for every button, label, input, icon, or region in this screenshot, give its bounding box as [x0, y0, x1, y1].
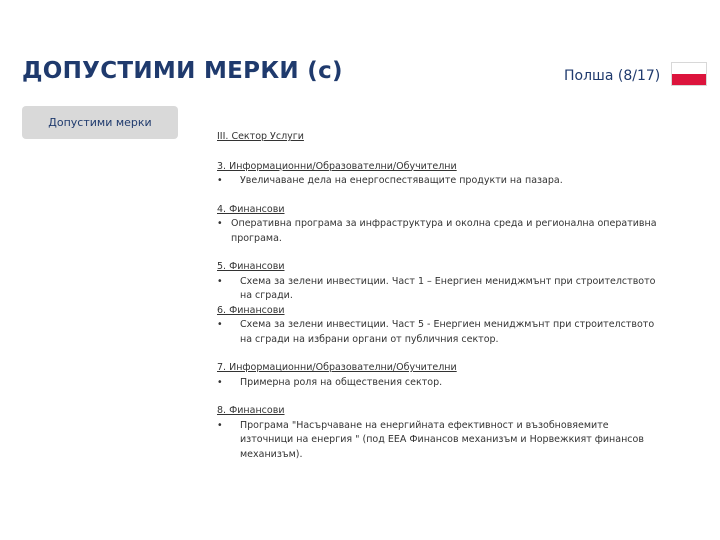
measure-bullet [217, 275, 657, 304]
measure-bullet [217, 419, 657, 463]
measure-category: 4. Финансови [217, 203, 285, 215]
section-heading: III. Сектор Услуги [217, 131, 304, 142]
bullet-icon: • [217, 376, 223, 388]
measure-text: Схема за зелени инвестиции. Част 1 – Енергиен мениджмънт при строителството на сгради. [240, 275, 656, 301]
measure-item [217, 404, 657, 462]
measure-item [217, 160, 657, 189]
bullet-icon: • [217, 175, 223, 186]
measure-text: Оперативна програма за инфраструктура и околна среда и регионална оперативна програма. [231, 218, 657, 244]
measure-item [217, 304, 657, 348]
measure-text: Програма "Насърчаване на енергийната ефективност и възобновяемите източници на енергия " (под ЕЕА Финансов механизъм и Норвежкият финансов механизъм). [240, 419, 644, 460]
sidebar-tab-eligible-measures[interactable] [22, 106, 178, 139]
measure-item [217, 361, 657, 390]
bullet-icon: • [217, 275, 223, 287]
measure-bullet [217, 217, 657, 246]
country-label: Полша (8/17) [564, 68, 661, 84]
measure-category: 7. Информационни/Образователни/Обучителни [217, 362, 457, 373]
measure-text: Схема за зелени инвестиции. Част 5 - Енергиен мениджмънт при строителството на сгради на избрани органи от публичния сектор. [240, 319, 655, 345]
measure-item [217, 203, 657, 247]
bullet-icon: • [217, 319, 223, 330]
measure-text: Увеличаване дела на енергоспестяващите продукти на пазара. [240, 175, 563, 186]
measure-text: Примерна роля на обществения сектор. [240, 376, 443, 388]
measure-bullet [217, 376, 657, 391]
measure-category: 8. Финансови [217, 405, 285, 416]
bullet-icon: • [217, 419, 223, 431]
bullet-icon: • [217, 218, 223, 229]
measure-bullet [217, 318, 657, 347]
flag-white-stripe [672, 63, 706, 74]
measure-category: 3. Информационни/Образователни/Обучителни [217, 160, 457, 172]
page-title: ДОПУСТИМИ МЕРКИ (с) [22, 58, 343, 84]
sidebar-tab-label: Допустими мерки [48, 116, 152, 129]
measure-category: 6. Финансови [217, 304, 285, 316]
measure-category: 5. Финансови [217, 261, 285, 272]
poland-flag-icon [671, 62, 707, 86]
content-body [217, 130, 657, 462]
measure-item [217, 260, 657, 304]
flag-red-stripe [672, 74, 706, 85]
measure-bullet [217, 174, 657, 189]
